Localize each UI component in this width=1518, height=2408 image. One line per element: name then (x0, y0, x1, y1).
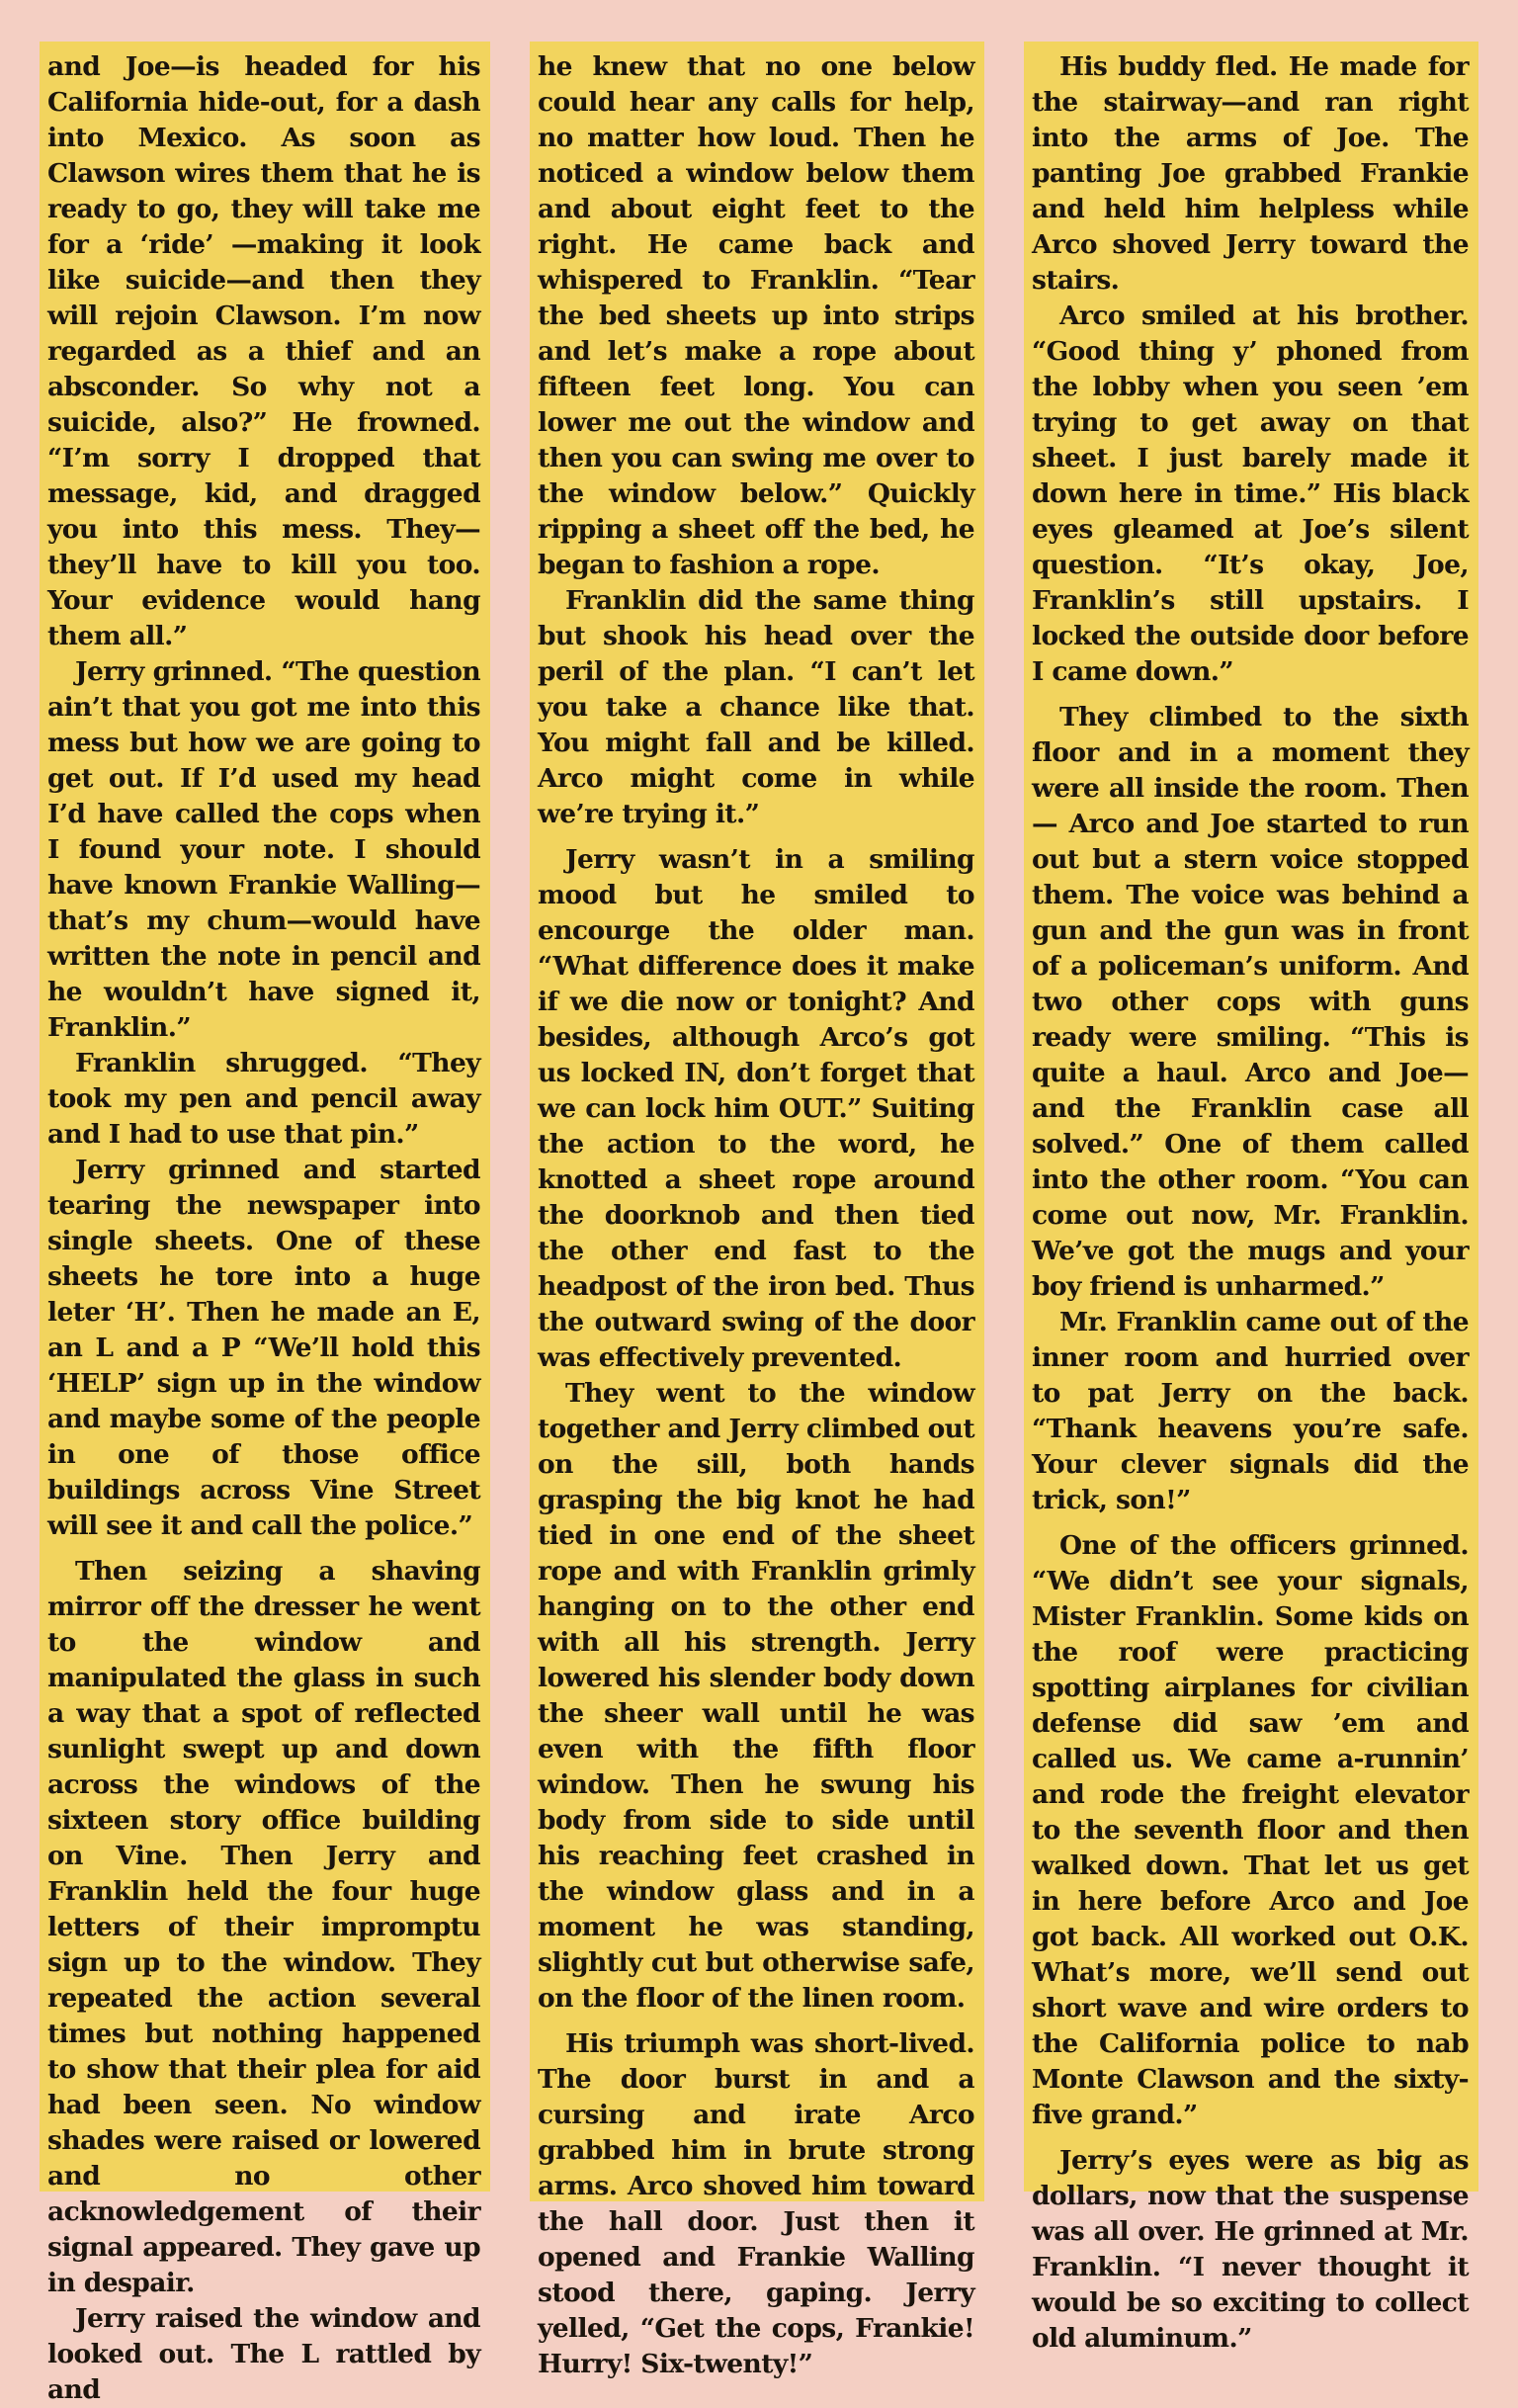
paragraph: One of the officers grinned. “We didn’t see your signals, Mister Franklin. Some kids on the roof were practicing spotting airplanes for civilian defense did saw ’em and called us. We came a-runnin’ and rode the freight elevator to the seventh floor and then walked down. That let us get in here before Arco and Joe got back. All worked out O.K. What’s more, we’ll send out short wave and wire orders to the California police to nab Monte Clawson and the sixty-five grand.” (1032, 1530, 1469, 2130)
paragraph: His triumph was short-lived. The door burst in and a cursing and irate Arco grabbed him in brute strong arms. Arco shoved him toward the hall door. Just then it opened and Frankie Walling stood there, gaping. Jerry yelled, “Get the cops, Frankie! Hurry! Six-twenty!” (538, 2028, 974, 2379)
paragraph: His buddy fled. He made for the stairway—and ran right into the arms of Joe. The panting Joe grabbed Frankie and held him helpless while Arco shoved Jerry toward the stairs. (1032, 51, 1469, 296)
text-column-1 (40, 42, 490, 2405)
paragraph: Jerry grinned and started tearing the newspaper into single sheets. One of these sheets he tore into a huge leter ‘H’. Then he made an E, an L and a P “We’ll hold this ‘HELP’ sign up in the window and maybe some of the people in one of those office buildings across Vine Street will see it and call the police.” (47, 1155, 480, 1541)
paragraph: Arco smiled at his brother. “Good thing y’ phoned from the lobby when you seen ’em trying to get away on that sheet. I just barely made it down here in time.” His black eyes gleamed at Joe’s silent question. “It’s okay, Joe, Franklin’s still upstairs. I locked the outside door before I came down.” (1032, 301, 1469, 687)
paragraph: Jerry wasn’t in a smiling mood but he smiled to encourge the older man. “What difference does it make if we die now or tonight? And besides, although Arco’s got us locked IN, don’t forget that we can lock him OUT.” Suiting the action to the word, he knotted a sheet rope around the doorknob and then tied the other end fast to the headpost of the iron bed. Thus the outward swing of the door was effectively prevented. (538, 844, 974, 1373)
paragraph: Franklin did the same thing but shook his head over the peril of the plan. “I can’t let you take a chance like that. You might fall and be killed. Arco might come in while we’re trying it.” (538, 585, 974, 829)
paragraph: Mr. Franklin came out of the inner room and hurried over to pat Jerry on the back. “Thank heavens you’re safe. Your clever signals did the trick, son!” (1032, 1307, 1469, 1515)
paragraph: and Joe—is headed for his California hide-out, for a dash into Mexico. As soon as Clawson wires them that he is ready to go, they will take me for a ‘ride’ —making it look like suicide—and then they will rejoin Clawson. I’m now regarded as a thief and an absconder. So why not a suicide, also?” He frowned. “I’m sorry I dropped that message, kid, and dragged you into this mess. They—they’ll have to kill you too. Your evidence would hang them all.” (47, 51, 480, 651)
paragraph: Franklin shrugged. “They took my pen and pencil away and I had to use that pin.” (47, 1048, 480, 1150)
paragraph: They went to the window together and Jerry climbed out on the sill, both hands grasping the big knot he had tied in one end of the sheet rope and with Franklin grimly hanging on to the other end with all his strength. Jerry lowered his slender body down the sheer wall until he was even with the fifth floor window. Then he swung his body from side to side until his reaching feet crashed in the window glass and in a moment he was standing, slightly cut but otherwise safe, on the floor of the linen room. (538, 1378, 974, 2014)
text-column-2 (530, 42, 984, 2379)
paragraph: Jerry raised the window and looked out. The L rattled by and (47, 2303, 480, 2405)
paragraph: Jerry grinned. “The question ain’t that you got me into this mess but how we are going to get out. If I’d used my head I’d have called the cops when I found your note. I should have known Frankie Walling—that’s my chum—would have written the note in pencil and he wouldn’t have signed it, Franklin.” (47, 656, 480, 1043)
paragraph: he knew that no one below could hear any calls for help, no matter how loud. Then he noticed a window below them and about eight feet to the right. He came back and whispered to Franklin. “Tear the bed sheets up into strips and let’s make a rope about fifteen feet long. You can lower me out the window and then you can swing me over to the window below.” Quickly ripping a sheet off the bed, he began to fashion a rope. (538, 51, 974, 580)
text-column-3 (1024, 42, 1478, 2354)
paragraph: Then seizing a shaving mirror off the dresser he went to the window and manipulated the glass in such a way that a spot of reflected sunlight swept up and down across the windows of the sixteen story office building on Vine. Then Jerry and Franklin held the four huge letters of their impromptu sign up to the window. They repeated the action several times but nothing happened to show that their plea for aid had been seen. No window shades were raised or lowered and no other acknowledgement of their signal appeared. They gave up in despair. (47, 1556, 480, 2298)
paragraph: They climbed to the sixth floor and in a moment they were all inside the room. Then — Arco and Joe started to run out but a stern voice stopped them. The voice was behind a gun and the gun was in front of a policeman’s uniform. And two other cops with guns ready were smiling. “This is quite a haul. Arco and Joe—and the Franklin case all solved.” One of them called into the other room. “You can come out now, Mr. Franklin. We’ve got the mugs and your boy friend is unharmed.” (1032, 702, 1469, 1302)
paragraph: Jerry’s eyes were as big as dollars, now that the suspense was all over. He grinned at Mr. Franklin. “I never thought it would be so exciting to collect old aluminum.” (1032, 2145, 1469, 2354)
